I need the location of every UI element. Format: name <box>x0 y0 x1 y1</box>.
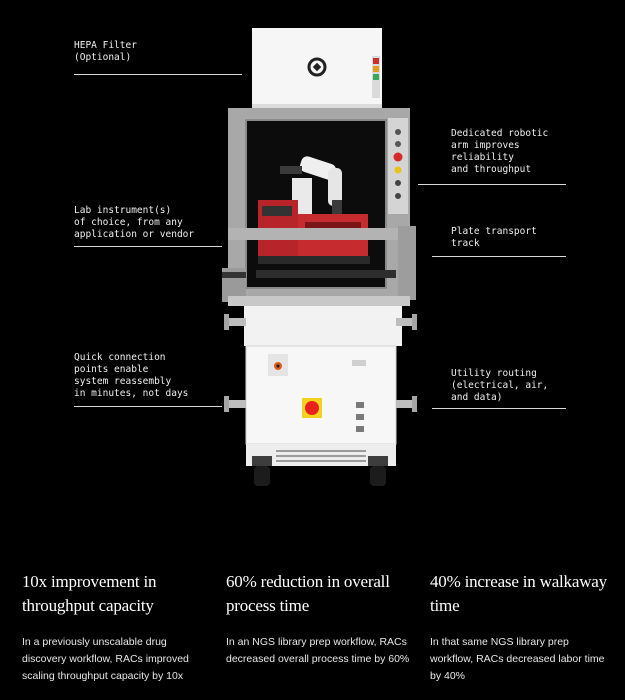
annotation-line-plate-transport <box>432 256 566 257</box>
emergency-stop-icon <box>302 398 322 418</box>
annotation-utility-routing: Utility routing (electrical, air, and data) <box>451 368 549 403</box>
quick-connect-brackets-left <box>224 314 246 412</box>
stat-body-walkaway-time: In that same NGS library prep workflow, RACs decreased labor time by 40% <box>430 636 605 682</box>
annotation-lab-instrument: Lab instrument(s) of choice, from any application or vendor <box>74 205 195 240</box>
annotation-line-robotic-arm <box>418 184 566 185</box>
stat-body-throughput: In a previously unscalable drug discovery workflow, RACs improved scaling throughput capacity by 10x <box>22 636 189 682</box>
annotation-hepa-filter: HEPA Filter (Optional) <box>74 40 137 63</box>
annotation-line-lab-instrument <box>74 246 222 247</box>
annotation-quick-connect: Quick connection points enable system reassembly in minutes, not days <box>74 352 189 399</box>
stat-title-throughput: 10x improvement in throughput capacity <box>22 572 157 615</box>
stat-body-process-time: In an NGS library prep workflow, RACs decreased overall process time by 60% <box>226 636 410 665</box>
stat-title-walkaway-time: 40% increase in walkaway time <box>430 572 607 615</box>
annotation-plate-transport: Plate transport track <box>451 226 537 249</box>
annotation-line-quick-connect <box>74 406 222 407</box>
plate-transport-track <box>228 228 416 240</box>
annotation-line-hepa <box>74 74 242 75</box>
stat-title-process-time: 60% reduction in overall process time <box>226 572 390 615</box>
annotation-robotic-arm: Dedicated robotic arm improves reliability and throughput <box>451 128 549 175</box>
status-light-tower-icon <box>372 56 380 98</box>
lower-cabinet <box>244 306 402 346</box>
annotation-line-utility-routing <box>432 408 566 409</box>
